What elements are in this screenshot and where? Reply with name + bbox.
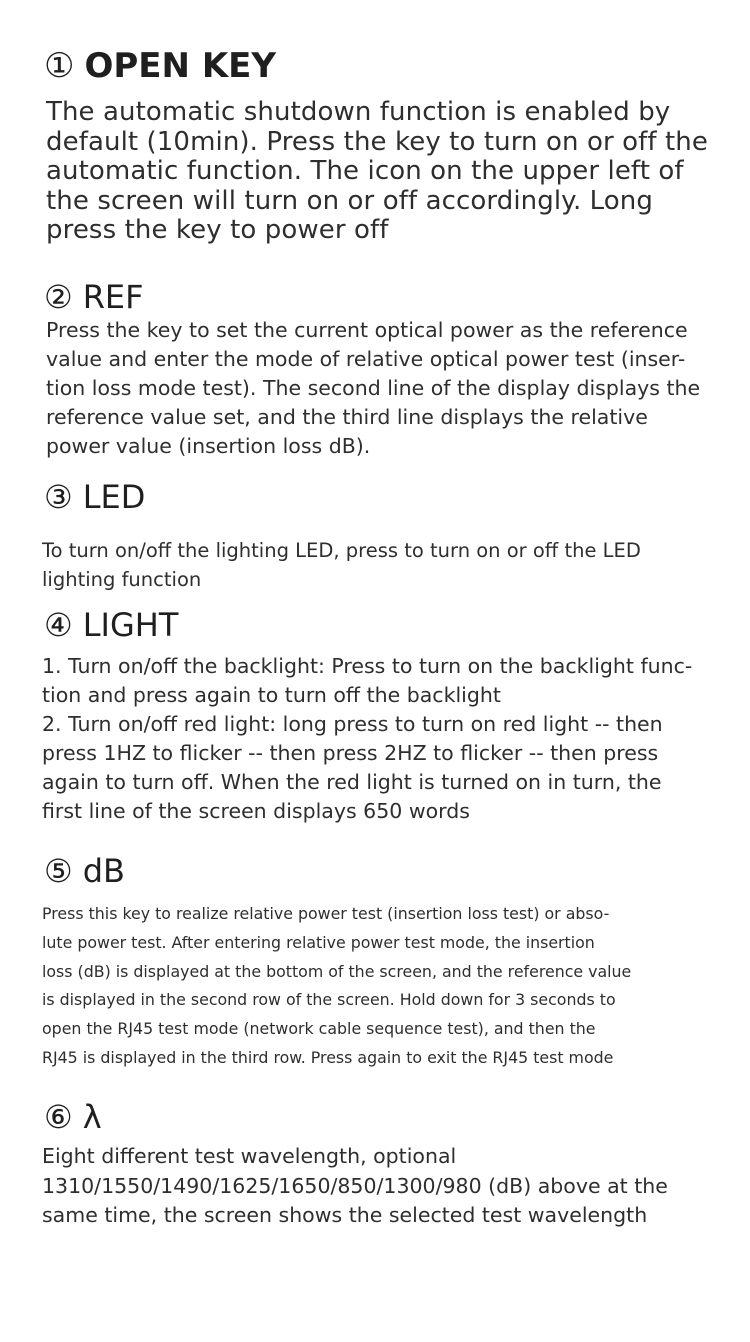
section-number: ⑤ [44, 852, 73, 890]
section-title: LIGHT [82, 606, 179, 644]
section-description: Eight different test wavelength, optional 1310/1550/1490/1625/1650/850/1300/980 (dB) above at the same time, the screen shows the selected test wavelength [42, 1144, 668, 1227]
section-number: ③ [44, 478, 73, 516]
section-title: OPEN KEY [84, 46, 277, 86]
section-description: Press the key to set the current optical power as the reference value and enter the mode of relative optical power test (inser- tion loss mode test). The second line of the display displays the reference value set, and the third line displays the relative power value (insertion loss dB). [46, 318, 701, 458]
section-title: LED [82, 478, 146, 516]
section-heading-wavelength [44, 1096, 102, 1138]
section-heading-light [44, 604, 178, 646]
section-number: ⑥ [44, 1098, 73, 1136]
section-heading-db [44, 850, 125, 892]
section-description: Press this key to realize relative power test (insertion loss test) or abso- lute power test. After entering relative power test mode, the insertion loss (dB) is displayed at the bottom of the screen, and the reference value is displayed in the second row of the screen. Hold down for 3 seconds to open the RJ45 test mode (network cable sequence test), and then the RJ45 is displayed in the third row. Press again to exit the RJ45 test mode [42, 904, 632, 1067]
section-description: The automatic shutdown function is enabled by default (10min). Press the key to turn on or off the automatic function. The icon on the upper left of the screen will turn on or off accordingly. Long press the key to power off [46, 97, 708, 245]
section-heading-open-key [44, 44, 276, 88]
section-heading-ref [44, 276, 144, 318]
section-description: 1. Turn on/off the backlight: Press to turn on the backlight func- tion and press again to turn off the backlight 2. Turn on/off red light: long press to turn on red light -- then press 1HZ to flicker -- then press 2HZ to flicker -- then press again to turn off. When the red light is turned on in turn, the first line of the screen displays 650 words [42, 654, 693, 823]
section-title: REF [82, 278, 144, 316]
section-title: dB [82, 852, 125, 890]
section-title: λ [82, 1098, 102, 1136]
section-number: ① [44, 46, 75, 86]
section-number: ② [44, 278, 73, 316]
section-heading-led [44, 476, 145, 518]
section-description: To turn on/off the lighting LED, press to turn on or off the LED lighting function [42, 539, 641, 591]
section-number: ④ [44, 606, 73, 644]
